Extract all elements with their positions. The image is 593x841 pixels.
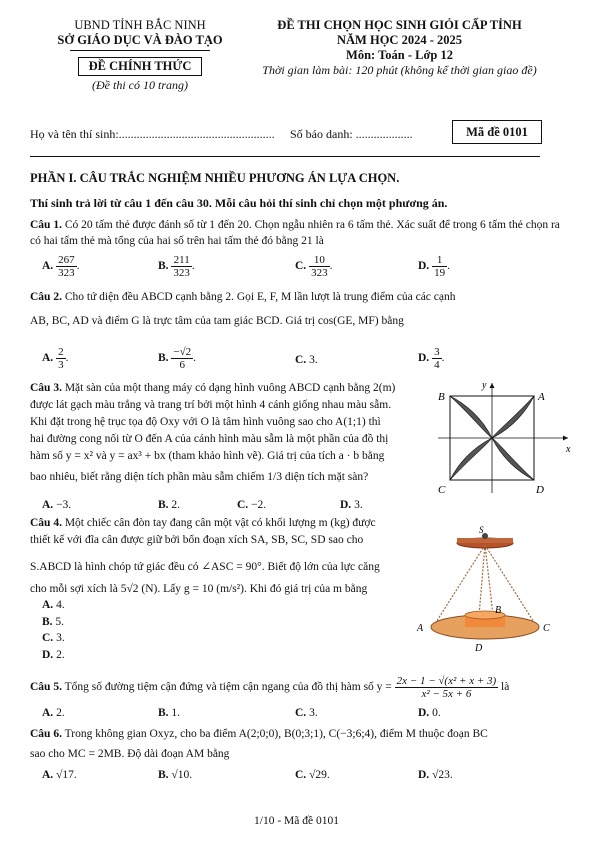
question-4: Câu 4. Một chiếc cân đòn tay đang cân một vật có khối lượng m (kg) được thiết kế với đĩa cân được giữ bởi bốn đoạn xích SA, SB, SC, SD sao cho bbox=[30, 517, 376, 546]
student-name-line: Họ và tên thí sinh:.................................................... bbox=[30, 127, 275, 141]
label-c: C bbox=[438, 484, 446, 496]
q2-option-c: C. 3. bbox=[295, 354, 318, 366]
q4-option-c: C. 3. bbox=[42, 632, 65, 644]
q3-option-b: B. 2. bbox=[158, 499, 181, 511]
org-line-2: SỞ GIÁO DỤC VÀ ĐÀO TẠO bbox=[57, 33, 223, 47]
y-axis-arrow bbox=[490, 383, 495, 388]
label-d: D bbox=[536, 484, 544, 496]
part-title: PHẦN I. CÂU TRẮC NGHIỆM NHIỀU PHƯƠNG ÁN LỰA CHỌN. bbox=[30, 171, 400, 185]
label-y: y bbox=[482, 380, 487, 391]
time-note: Thời gian làm bài: 120 phút (không kể thời gian giao đề) bbox=[262, 63, 537, 77]
petal-b bbox=[450, 396, 492, 438]
question-5: Câu 5. Tổng số đường tiệm cận đứng và tiệm cận ngang của đồ thị hàm số y = $\frac{\text{2x − 1 − √(x² + x + 3)}}{\text{x² − 5x + 6}}$ là bbox=[30, 675, 510, 700]
question-3: Câu 3. Mặt sàn của một thang máy có dạng hình vuông ABCD cạnh bằng 2(m) được lát gạch màu trắng và trang trí bởi một hình 4 cánh giống nhau màu sẫm. Khi đặt trong hệ trục tọa độ Oxy với O là tâm hình vuông sao cho A(1;1) thì hai đường cong nối từ O đến A của cánh hình màu sẫm là một phần của đồ thị hàm số y = x² và y = ax³ + bx (tham khảo hình vẽ). Giá trị của tích a · b bằng bbox=[30, 382, 396, 462]
q1-label: Câu 1. bbox=[30, 219, 62, 231]
q4-option-b: B. 5. bbox=[42, 615, 65, 628]
exam-code-box: Mã đề 0101 bbox=[452, 120, 542, 144]
chain-sb bbox=[485, 545, 493, 615]
question-4-line-3: S.ABCD là hình chóp tứ giác đều có ∠ASC = 90°. Biết độ lớn của lực căng bbox=[30, 561, 380, 573]
q5-option-a: A. 2. bbox=[42, 707, 65, 719]
q1-option-d: D. $\frac{1}{19}$ . bbox=[418, 254, 450, 279]
q4-option-d: D. 2. bbox=[42, 648, 65, 661]
q4-option-a: A. 4. bbox=[42, 599, 65, 611]
q3-option-c: C. −2. bbox=[237, 499, 267, 511]
label-a: A bbox=[538, 391, 545, 403]
q2-option-b: B. $\frac{-√2}{6}$ . bbox=[158, 346, 197, 371]
petal-a bbox=[492, 396, 534, 438]
label-s: S bbox=[479, 525, 484, 535]
label-x: x bbox=[566, 444, 571, 455]
label-a: A bbox=[417, 623, 424, 634]
question-2-line-1: Câu 2. Cho tứ diện đều ABCD cạnh bằng 2. Gọi E, F, M lần lượt là trung điểm của các cạnh bbox=[30, 291, 456, 303]
label-b: B bbox=[495, 605, 502, 616]
page-footer: 1/10 - Mã đề 0101 bbox=[254, 815, 339, 827]
question-2-line-2: AB, BC, AD và điểm G là trực tâm của tam giác BCD. Giá trị cos(GE, MF) bằng bbox=[30, 315, 404, 327]
petal-c bbox=[450, 438, 492, 480]
q5-option-b: B. 1. bbox=[158, 707, 181, 719]
official-label: ĐỀ CHÍNH THỨC bbox=[78, 57, 203, 76]
q3-figure bbox=[428, 378, 578, 503]
pages-note: (Đề thi có 10 trang) bbox=[92, 78, 188, 92]
q5-option-c: C. 3. bbox=[295, 707, 318, 719]
question-6-line-1: Câu 6. Trong không gian Oxyz, cho ba điểm A(2;0;0), B(0;3;1), C(−3;6;4), điểm M thuộc đoạn BC bbox=[30, 728, 488, 740]
school-year: NĂM HỌC 2024 - 2025 bbox=[337, 33, 462, 47]
q1-text: Có 20 tấm thẻ được đánh số từ 1 đến 20. Chọn ngẫu nhiên ra 6 tấm thẻ. Xác suất để trong 6 tấm thẻ chọn ra có hai tấm thẻ mà tổng của hai số trên hai tấm thẻ đó bằng 21 là bbox=[30, 219, 560, 247]
header-left bbox=[30, 18, 250, 93]
question-6-line-2: sao cho MC = 2MB. Độ dài đoạn AM bằng bbox=[30, 748, 230, 760]
q1-option-a: A. $\frac{267}{323}$ . bbox=[42, 254, 80, 279]
label-c: C bbox=[543, 623, 550, 634]
question-4-line-4: cho mỗi sợi xích là 5√2 (N). Lấy g = 10 (m/s²). Khi đó giá trị của m bằng bbox=[30, 583, 368, 595]
q1-option-b: B. $\frac{211}{323}$ . bbox=[158, 254, 195, 279]
x-axis-arrow bbox=[563, 436, 568, 441]
q3-option-a: A. −3. bbox=[42, 499, 72, 511]
q1-option-c: C. $\frac{10}{323}$ . bbox=[295, 254, 333, 279]
q6-option-c: C. √29. bbox=[295, 769, 330, 781]
org-underline bbox=[70, 50, 210, 51]
student-id-line: Số báo danh: ................... bbox=[290, 127, 413, 141]
question-3-last-line: bao nhiêu, biết rằng diện tích phần màu sẫm chiếm 1/3 diện tích mặt sàn? bbox=[30, 471, 369, 483]
question-1 bbox=[30, 217, 562, 249]
header-divider bbox=[30, 156, 540, 157]
q6-option-b: B. √10. bbox=[158, 769, 193, 781]
petal-d bbox=[492, 438, 534, 480]
header-right bbox=[232, 18, 567, 78]
org-line-1: UBND TỈNH BẮC NINH bbox=[74, 18, 206, 32]
label-b: B bbox=[438, 391, 445, 403]
subject: Môn: Toán - Lớp 12 bbox=[346, 48, 453, 62]
q2-option-a: A. $\frac{2}{3}$ . bbox=[42, 346, 69, 371]
q6-option-d: D. √23. bbox=[418, 769, 453, 781]
exam-title: ĐỀ THI CHỌN HỌC SINH GIỎI CẤP TỈNH bbox=[277, 18, 522, 32]
q6-option-a: A. √17. bbox=[42, 769, 77, 781]
part-instruction: Thí sinh trả lời từ câu 1 đến câu 30. Mỗi câu hỏi thí sinh chỉ chọn một phương án. bbox=[30, 196, 448, 210]
q4-figure bbox=[415, 525, 565, 655]
q5-option-d: D. 0. bbox=[418, 707, 441, 719]
q2-option-d: D. $\frac{3}{4}$ . bbox=[418, 346, 445, 371]
label-d: D bbox=[475, 643, 483, 654]
q4-options bbox=[42, 597, 65, 663]
q3-option-d: D. 3. bbox=[340, 499, 363, 511]
